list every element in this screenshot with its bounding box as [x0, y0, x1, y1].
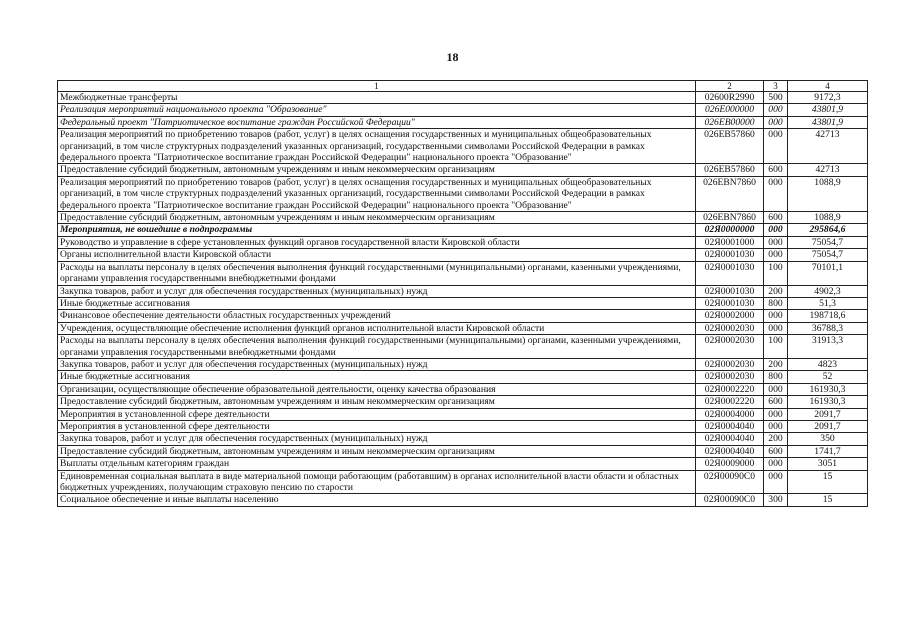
row-sum-cell: 350: [788, 433, 868, 445]
row-kind-cell: 000: [764, 236, 788, 248]
row-code-cell: 02Я0001030: [696, 285, 764, 297]
row-name-cell: Социальное обеспечение и иные выплаты населению: [58, 494, 696, 506]
table-row: [58, 176, 868, 211]
row-sum-cell: 9172,3: [788, 92, 868, 104]
row-name-cell: Единовременная социальная выплата в виде материальной помощи работающим (работавшим) в органах исполнительной власти области и областных бюджетных учреждениях, получающим страховую пенсию по старости: [58, 470, 696, 494]
table-row: [58, 297, 868, 309]
row-code-cell: 02Я0001030: [696, 297, 764, 309]
row-sum-cell: 161930,3: [788, 383, 868, 395]
header-col-3: 3: [764, 81, 788, 92]
table-row: [58, 261, 868, 285]
row-name-cell: Предоставление субсидий бюджетным, автономным учреждениям и иным некоммерческим организациям: [58, 396, 696, 408]
page-number: 18: [446, 50, 459, 64]
row-sum-cell: 51,3: [788, 297, 868, 309]
table-row: [58, 310, 868, 322]
row-kind-cell: 000: [764, 470, 788, 494]
row-name-cell: Учреждения, осуществляющие обеспечение исполнения функций органов исполнительной власти Кировской области: [58, 322, 696, 334]
row-sum-cell: 43801,9: [788, 116, 868, 128]
row-sum-cell: 43801,9: [788, 104, 868, 116]
row-code-cell: 02Я00090С0: [696, 494, 764, 506]
row-kind-cell: 600: [764, 445, 788, 457]
row-sum-cell: 70101,1: [788, 261, 868, 285]
row-name-cell: Закупка товаров, работ и услуг для обеспечения государственных (муниципальных) нужд: [58, 285, 696, 297]
table-row: [58, 116, 868, 128]
row-code-cell: 026EB57860: [696, 129, 764, 164]
row-code-cell: 02Я0000000: [696, 224, 764, 236]
row-sum-cell: 2091,7: [788, 420, 868, 432]
row-sum-cell: 1088,9: [788, 176, 868, 211]
row-code-cell: 02Я0002030: [696, 358, 764, 370]
row-sum-cell: 75054,7: [788, 249, 868, 261]
row-name-cell: Расходы на выплаты персоналу в целях обеспечения выполнения функций государственными (муниципальными) органами, казенными учреждениями, органами управления государственными внебюджетными фондами: [58, 335, 696, 359]
row-kind-cell: 000: [764, 129, 788, 164]
row-sum-cell: 36788,3: [788, 322, 868, 334]
row-code-cell: 026EB57860: [696, 164, 764, 176]
row-kind-cell: 100: [764, 261, 788, 285]
row-code-cell: 02Я0002000: [696, 310, 764, 322]
row-name-cell: Иные бюджетные ассигнования: [58, 371, 696, 383]
row-name-cell: Предоставление субсидий бюджетным, автономным учреждениям и иным некоммерческим организациям: [58, 445, 696, 457]
row-sum-cell: 31913,3: [788, 335, 868, 359]
row-code-cell: 02Я0004040: [696, 420, 764, 432]
row-name-cell: Закупка товаров, работ и услуг для обеспечения государственных (муниципальных) нужд: [58, 358, 696, 370]
row-name-cell: Федеральный проект "Патриотическое воспитание граждан Российской Федерации": [58, 116, 696, 128]
table-row: [58, 322, 868, 334]
row-code-cell: 02Я0009000: [696, 458, 764, 470]
row-kind-cell: 300: [764, 494, 788, 506]
table-row: [58, 358, 868, 370]
table-row: [58, 420, 868, 432]
table-row: [58, 92, 868, 104]
row-kind-cell: 600: [764, 164, 788, 176]
row-kind-cell: 200: [764, 433, 788, 445]
row-sum-cell: 42713: [788, 164, 868, 176]
header-col-2: 2: [696, 81, 764, 92]
table-row: [58, 224, 868, 236]
table-row: [58, 104, 868, 116]
row-code-cell: 02Я00090С0: [696, 470, 764, 494]
row-name-cell: Предоставление субсидий бюджетным, автономным учреждениям и иным некоммерческим организациям: [58, 164, 696, 176]
row-name-cell: Руководство и управление в сфере установленных функций органов государственной власти Кировской области: [58, 236, 696, 248]
row-kind-cell: 600: [764, 212, 788, 224]
table-row: [58, 445, 868, 457]
row-name-cell: Закупка товаров, работ и услуг для обеспечения государственных (муниципальных) нужд: [58, 433, 696, 445]
table-row: [58, 408, 868, 420]
row-code-cell: 026E000000: [696, 104, 764, 116]
table-row: [58, 383, 868, 395]
table-row: [58, 129, 868, 164]
table-row: [58, 371, 868, 383]
row-kind-cell: 000: [764, 420, 788, 432]
row-name-cell: Иные бюджетные ассигнования: [58, 297, 696, 309]
row-name-cell: Организации, осуществляющие обеспечение образовательной деятельности, оценку качества образования: [58, 383, 696, 395]
row-code-cell: 02Я0001030: [696, 249, 764, 261]
row-kind-cell: 000: [764, 176, 788, 211]
row-code-cell: 02Я0004000: [696, 408, 764, 420]
row-code-cell: 026EBN7860: [696, 176, 764, 211]
row-kind-cell: 000: [764, 249, 788, 261]
row-code-cell: 02Я0001030: [696, 261, 764, 285]
table-row: [58, 470, 868, 494]
table-row: [58, 285, 868, 297]
row-sum-cell: 4823: [788, 358, 868, 370]
table-header-row: [58, 81, 868, 92]
row-name-cell: Финансовое обеспечение деятельности областных государственных учреждений: [58, 310, 696, 322]
row-name-cell: Реализация мероприятий по приобретению товаров (работ, услуг) в целях оснащения государственных и муниципальных общеобразовательных организаций, в том числе структурных подразделений указанных организаций, государственными символами Российской Федерации в рамках федерального проекта "Патриотическое воспитание граждан Российской Федерации" национального проекта "Образование": [58, 129, 696, 164]
table-row: [58, 458, 868, 470]
table-row: [58, 494, 868, 506]
row-kind-cell: 100: [764, 335, 788, 359]
header-col-4: 4: [788, 81, 868, 92]
table-row: [58, 249, 868, 261]
row-name-cell: Реализация мероприятий национального проекта "Образование": [58, 104, 696, 116]
row-kind-cell: 000: [764, 104, 788, 116]
row-sum-cell: 4902,3: [788, 285, 868, 297]
table-row: [58, 236, 868, 248]
row-name-cell: Межбюджетные трансферты: [58, 92, 696, 104]
budget-table: [57, 80, 868, 507]
row-code-cell: 02Я0002030: [696, 322, 764, 334]
row-code-cell: 02Я0002030: [696, 335, 764, 359]
row-sum-cell: 1741,7: [788, 445, 868, 457]
row-name-cell: Органы исполнительной власти Кировской области: [58, 249, 696, 261]
row-kind-cell: 200: [764, 358, 788, 370]
row-sum-cell: 198718,6: [788, 310, 868, 322]
row-code-cell: 026EB00000: [696, 116, 764, 128]
row-code-cell: 02Я0002220: [696, 396, 764, 408]
row-code-cell: 02Я0004040: [696, 445, 764, 457]
row-sum-cell: 3051: [788, 458, 868, 470]
row-kind-cell: 600: [764, 396, 788, 408]
table-row: [58, 433, 868, 445]
row-sum-cell: 2091,7: [788, 408, 868, 420]
row-kind-cell: 800: [764, 371, 788, 383]
row-name-cell: Мероприятия, не вошедшие в подпрограммы: [58, 224, 696, 236]
row-code-cell: 02Я0002220: [696, 383, 764, 395]
row-kind-cell: 200: [764, 285, 788, 297]
row-name-cell: Предоставление субсидий бюджетным, автономным учреждениям и иным некоммерческим организациям: [58, 212, 696, 224]
row-code-cell: 02600R2990: [696, 92, 764, 104]
row-name-cell: Мероприятия в установленной сфере деятельности: [58, 420, 696, 432]
row-sum-cell: 52: [788, 371, 868, 383]
row-sum-cell: 295864,6: [788, 224, 868, 236]
row-name-cell: Мероприятия в установленной сфере деятельности: [58, 408, 696, 420]
table-row: [58, 335, 868, 359]
row-kind-cell: 000: [764, 116, 788, 128]
row-name-cell: Реализация мероприятий по приобретению товаров (работ, услуг) в целях оснащения государственных и муниципальных общеобразовательных организаций, в том числе структурных подразделений указанных организаций, государственными символами Российской Федерации в рамках федерального проекта "Патриотическое воспитание граждан Российской Федерации" национального проекта "Образование": [58, 176, 696, 211]
row-kind-cell: 800: [764, 297, 788, 309]
row-kind-cell: 000: [764, 408, 788, 420]
row-name-cell: Расходы на выплаты персоналу в целях обеспечения выполнения функций государственными (муниципальными) органами, казенными учреждениями, органами управления государственными внебюджетными фондами: [58, 261, 696, 285]
row-kind-cell: 000: [764, 322, 788, 334]
row-sum-cell: 1088,9: [788, 212, 868, 224]
table-row: [58, 164, 868, 176]
row-kind-cell: 000: [764, 458, 788, 470]
row-kind-cell: 500: [764, 92, 788, 104]
row-code-cell: 02Я0004040: [696, 433, 764, 445]
row-sum-cell: 15: [788, 494, 868, 506]
table-row: [58, 212, 868, 224]
row-sum-cell: 161930,3: [788, 396, 868, 408]
row-name-cell: Выплаты отдельным категориям граждан: [58, 458, 696, 470]
row-code-cell: 02Я0001000: [696, 236, 764, 248]
row-code-cell: 026EBN7860: [696, 212, 764, 224]
row-code-cell: 02Я0002030: [696, 371, 764, 383]
row-sum-cell: 75054,7: [788, 236, 868, 248]
row-kind-cell: 000: [764, 310, 788, 322]
row-kind-cell: 000: [764, 224, 788, 236]
row-kind-cell: 000: [764, 383, 788, 395]
row-sum-cell: 15: [788, 470, 868, 494]
row-sum-cell: 42713: [788, 129, 868, 164]
table-row: [58, 396, 868, 408]
header-col-1: 1: [58, 81, 696, 92]
